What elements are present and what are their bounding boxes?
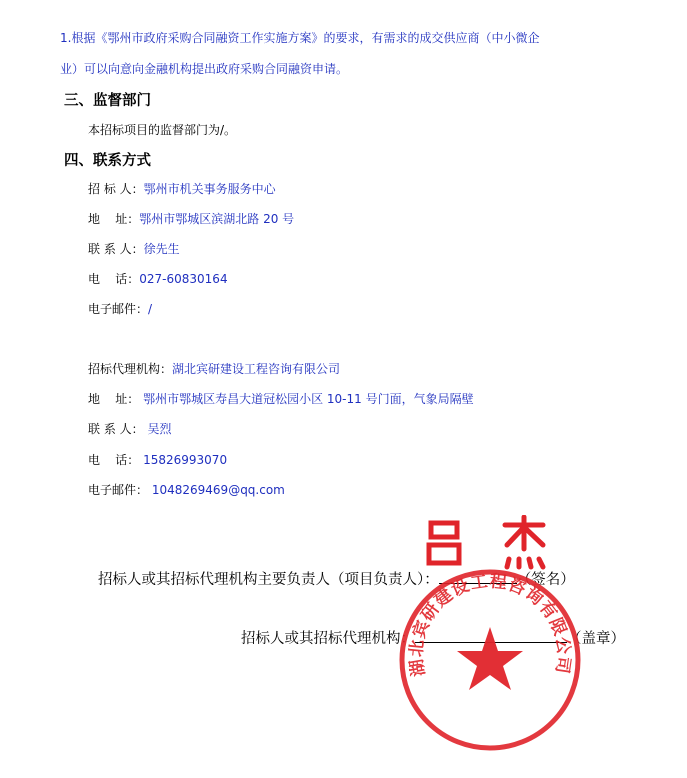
signature-suffix: （签名） xyxy=(516,572,575,588)
tenderer-contact-label: 联 系 人： xyxy=(88,242,144,256)
tenderer-email-label: 电子邮件： xyxy=(88,302,149,316)
agency-email-label: 电子邮件： xyxy=(88,483,149,497)
stamp-star-icon xyxy=(457,627,523,690)
tenderer-phone-row xyxy=(88,270,228,287)
tenderer-phone-label: 电 话： xyxy=(88,272,140,286)
agency-phone-row xyxy=(88,451,227,468)
tenderer-email: / xyxy=(148,302,153,316)
tenderer-address-label: 地 址： xyxy=(88,212,140,226)
tenderer-phone: 027-60830164 xyxy=(139,272,228,286)
agency-name-row xyxy=(88,360,340,377)
agency-contact-label: 联 系 人： xyxy=(88,422,144,436)
paragraph-financing-line2: 业）可以向意向金融机构提出政府采购合同融资申请。 xyxy=(60,62,349,76)
section-contact-heading: 四、联系方式 xyxy=(64,153,151,169)
tenderer-contact-row xyxy=(88,240,180,257)
agency-email: 1048269469@qq.com xyxy=(151,483,285,497)
agency-phone: 15826993070 xyxy=(143,453,228,467)
company-stamp xyxy=(395,565,585,755)
seal-suffix: （盖章） xyxy=(567,631,625,647)
seal-label: 招标人或其招标代理机构： xyxy=(241,631,415,647)
supervision-text: 本招标项目的监督部门为/。 xyxy=(88,123,237,137)
tenderer-name: 鄂州市机关事务服务中心 xyxy=(143,182,276,196)
agency-address: 鄂州市鄂城区寿昌大道冠松园小区 10-11 号门面，气象局隔壁 xyxy=(143,392,474,406)
tenderer-email-row xyxy=(88,300,152,317)
agency-name: 湖北宾研建设工程咨询有限公司 xyxy=(172,362,341,376)
agency-contact: 吴烈 xyxy=(147,422,172,436)
agency-name-label: 招标代理机构： xyxy=(88,362,173,376)
tenderer-address: 鄂州市鄂城区滨湖北路 20 号 xyxy=(139,212,295,226)
section-supervision-heading: 三、监督部门 xyxy=(64,93,151,109)
tenderer-contact: 徐先生 xyxy=(143,242,180,256)
paragraph-financing-line1: 1.根据《鄂州市政府采购合同融资工作实施方案》的要求，有需求的成交供应商（中小微企 xyxy=(60,31,540,45)
agency-address-row xyxy=(88,390,474,407)
agency-phone-label: 电 话： xyxy=(88,453,140,467)
agency-address-label: 地 址： xyxy=(88,392,140,406)
tenderer-name-label: 招 标 人： xyxy=(88,182,144,196)
tenderer-name-row xyxy=(88,180,276,197)
svg-text:湖北宾研建设工程咨询有限公司: 湖北宾研建设工程咨询有限公司 xyxy=(406,571,574,678)
agency-email-row xyxy=(88,481,285,498)
tenderer-address-row xyxy=(88,210,294,227)
handwritten-signature xyxy=(425,515,565,571)
signature-label: 招标人或其招标代理机构主要负责人（项目负责人）： xyxy=(98,572,439,588)
agency-contact-row xyxy=(88,420,171,437)
